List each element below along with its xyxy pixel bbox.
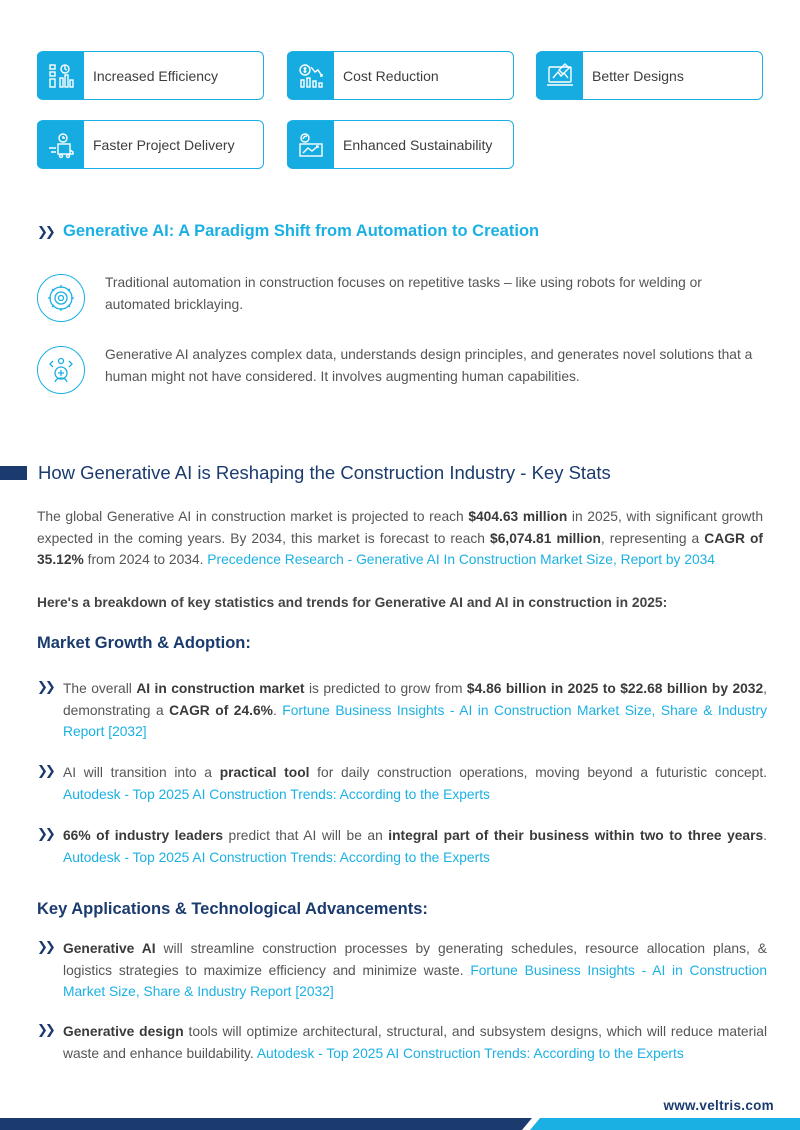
market-growth-title: Market Growth & Adoption: [37, 634, 251, 652]
key-stats-heading [0, 462, 611, 484]
paradigm-text: Generative AI analyzes complex data, understands design principles, and generates novel solutions that a human might not have considered. It involves augmenting human capabilities. [105, 347, 753, 384]
card-label: Increased Efficiency [93, 67, 219, 84]
card-label: Enhanced Sustainability [343, 136, 493, 153]
source-link[interactable]: Fortune Business Insights - AI in Construction Market Size, Share & Industry Report [2032] [63, 962, 768, 999]
list-item-text: 66% of industry leaders predict that AI will be an integral part of their business within two to three years. Autodesk - Top 2025 AI Construction Trends: According to the Experts [63, 828, 767, 865]
card-better-designs [536, 51, 763, 100]
stat-value: $404.63 million [468, 509, 568, 524]
card-label: Faster Project Delivery [93, 136, 235, 153]
card-faster-project-delivery [37, 120, 264, 169]
key-stats-intro [37, 506, 763, 571]
paradigm-text: Traditional automation in construction focuses on repetitive tasks – like using robots for welding or automated bricklaying. [105, 275, 702, 312]
key-stats-title: How Generative AI is Reshaping the Construction Industry - Key Stats [38, 462, 611, 483]
source-link[interactable]: Precedence Research - Generative AI In Construction Market Size, Report by 2034 [207, 552, 715, 567]
list-item-text: Generative design tools will optimize architectural, structural, and subsystem designs, which will reduce material waste and enhance buildability. Autodesk - Top 2025 AI Construction Trends: According to the Experts [63, 1024, 768, 1061]
automation-gear-icon [37, 274, 85, 322]
list-item [37, 678, 767, 743]
list-item-text: The overall AI in construction market is predicted to grow from $4.86 billion in 2025 to $22.68 billion by 2032, demonstrating a CAGR of 24.6%. Fortune Business Insights - AI in Construction Market Size, Share & Industry Report [2032] [63, 681, 768, 739]
source-link[interactable]: Autodesk - Top 2025 AI Construction Trends: According to the Experts [63, 849, 490, 865]
heading-accent-bar [0, 466, 27, 480]
card-enhanced-sustainability [287, 120, 514, 169]
cost-reduction-icon [287, 52, 334, 99]
footer-band [0, 1118, 800, 1130]
text: The global Generative AI in construction market is projected to reach [37, 509, 469, 524]
double-chevron-icon: ❯❯ [37, 1022, 53, 1037]
breakdown-intro: Here's a breakdown of key statistics and trends for Generative AI and AI in construction in 2025: [37, 595, 668, 610]
text: , representing a [600, 530, 705, 546]
ai-brain-icon [37, 346, 85, 394]
source-link[interactable]: Fortune Business Insights - AI in Construction Market Size, Share & Industry Report [2032] [63, 702, 768, 739]
card-label: Cost Reduction [343, 67, 439, 84]
text: in 2025, with significant growth expected in the coming years. By 2034, this market is forecast to reach [37, 509, 763, 546]
delivery-icon [37, 121, 84, 168]
list-item-text: AI will transition into a practical tool for daily construction operations, moving beyond a futuristic concept. Autodesk - Top 2025 AI Construction Trends: According to the Experts [63, 765, 768, 802]
source-link[interactable]: Autodesk - Top 2025 AI Construction Trends: According to the Experts [63, 786, 490, 802]
section-title: Generative AI: A Paradigm Shift from Automation to Creation [63, 222, 540, 240]
source-link[interactable]: Autodesk - Top 2025 AI Construction Trends: According to the Experts [256, 1045, 684, 1061]
card-label: Better Designs [592, 67, 684, 84]
website-url[interactable]: www.veltris.com [663, 1098, 774, 1113]
list-item [37, 1021, 767, 1064]
card-cost-reduction [287, 51, 514, 100]
card-increased-efficiency [37, 51, 264, 100]
list-item [37, 938, 767, 1003]
list-item-text: Generative AI will streamline construction processes by generating schedules, resource allocation plans, & logistics strategies to maximize efficiency and minimize waste. Fortune Business Insights - AI in Construction Market Size, Share & Industry Report [2032] [63, 941, 768, 999]
paradigm-section-title [37, 222, 539, 241]
stat-value: $6,074.81 million [490, 530, 601, 546]
list-item [37, 762, 767, 805]
double-chevron-icon: ❯❯ [37, 763, 53, 778]
list-item [37, 825, 767, 868]
double-chevron-icon: ❯❯ [37, 826, 53, 841]
double-chevron-icon: ❯❯ [37, 679, 53, 694]
efficiency-icon [37, 52, 84, 99]
text: from 2024 to 2034. [83, 552, 208, 567]
applications-title: Key Applications & Technological Advancements: [37, 900, 428, 918]
stat-value: CAGR of 35.12% [37, 530, 763, 567]
paradigm-item-generative [37, 346, 767, 394]
double-chevron-icon: ❯❯ [37, 223, 53, 239]
sustainability-icon [287, 121, 334, 168]
paradigm-item-automation [37, 274, 767, 322]
design-icon [536, 52, 583, 99]
double-chevron-icon: ❯❯ [37, 939, 53, 954]
